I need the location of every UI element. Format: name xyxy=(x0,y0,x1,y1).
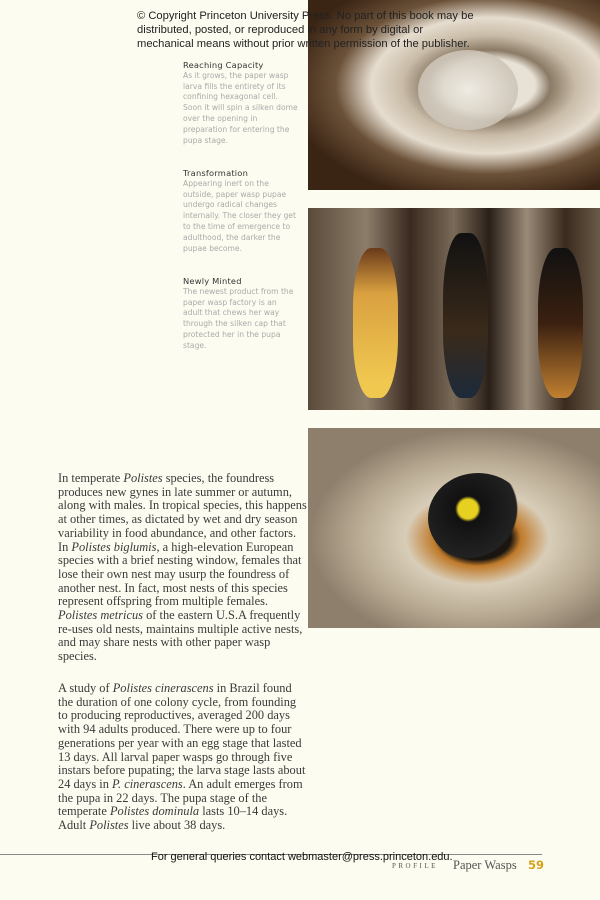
species-name: Polistes metricus xyxy=(58,608,144,623)
footer-section: PROFILE xyxy=(392,862,438,870)
footer-queries: For general queries contact webmaster@press.princeton.edu. xyxy=(151,851,453,863)
photo-adult-emerging xyxy=(308,428,600,628)
caption-text: Appearing inert on the outside, paper wasp pupae undergo radical changes internally. The closer they get to the time of emergence to adulthood, the darker the pupae become. xyxy=(183,178,296,253)
body-paragraph-1 xyxy=(58,472,308,664)
footer-title: Paper Wasps xyxy=(453,858,517,872)
caption-title: Reaching Capacity xyxy=(183,60,264,70)
copyright-notice: © Copyright Princeton University Press. No part of this book may be distributed, posted, or reproduced in any form by digital or mechanical means without prior written permission of the publisher. xyxy=(137,10,474,50)
caption-title: Newly Minted xyxy=(183,276,242,286)
species-name: P. cinerascens xyxy=(112,776,183,791)
page-number: 59 xyxy=(528,858,545,872)
species-name: Polistes xyxy=(123,471,163,485)
species-name: Polistes biglumis xyxy=(71,539,157,554)
species-name: Polistes dominula xyxy=(109,804,200,819)
paragraph-text: A study of Polistes cinerascens in Brazil found the duration of one colony cycle, from founding to producing reproductives, averaged 200 days with 94 adults produced. There were up to four generations per year with an egg stage that lasted 13 days. All larval paper wasps go through five instars before pupating; the larva stage lasts about 24 days in P. cinerascens. An adult emerges from the pupa in 22 days. The pupa stage of the temperate Polistes dominula lasts 10–14 days. Adult Polistes live about 38 days. xyxy=(58,681,306,833)
caption-text: As it grows, the paper wasp larva fills the entirety of its confining hexagonal cell. Soon it will spin a silken dome over the opening in preparation for entering the pupa stage. xyxy=(183,70,298,145)
caption-newly-minted xyxy=(183,276,298,352)
caption-title: Transformation xyxy=(183,168,249,178)
species-name: Polistes xyxy=(89,818,129,833)
caption-text: The newest product from the paper wasp factory is an adult that chews her way through the silken cap that protected her in the pupa stage. xyxy=(183,286,294,350)
body-paragraph-2 xyxy=(58,682,308,833)
caption-transformation xyxy=(183,168,298,254)
photo-pupae xyxy=(308,208,600,410)
paragraph-text: In temperate Polistes species, the foundress produces new gynes in late summer or autumn, along with males. In tropical species, this happens at other times, as dictated by wet and dry season variability in food abundance, and other factors. In Polistes biglumis, a high-elevation European species with a brief nesting window, females that lose their own nest may usurp the foundress of another nest. In fact, most nests of this species represent offspring from multiple females. Polistes metricus of the eastern U.S.A frequently re-uses old nests, maintains multiple active nests, and may share nests with other paper wasp species. xyxy=(58,471,307,664)
caption-reaching-capacity xyxy=(183,60,298,146)
species-name: Polistes cinerascens xyxy=(112,681,214,695)
